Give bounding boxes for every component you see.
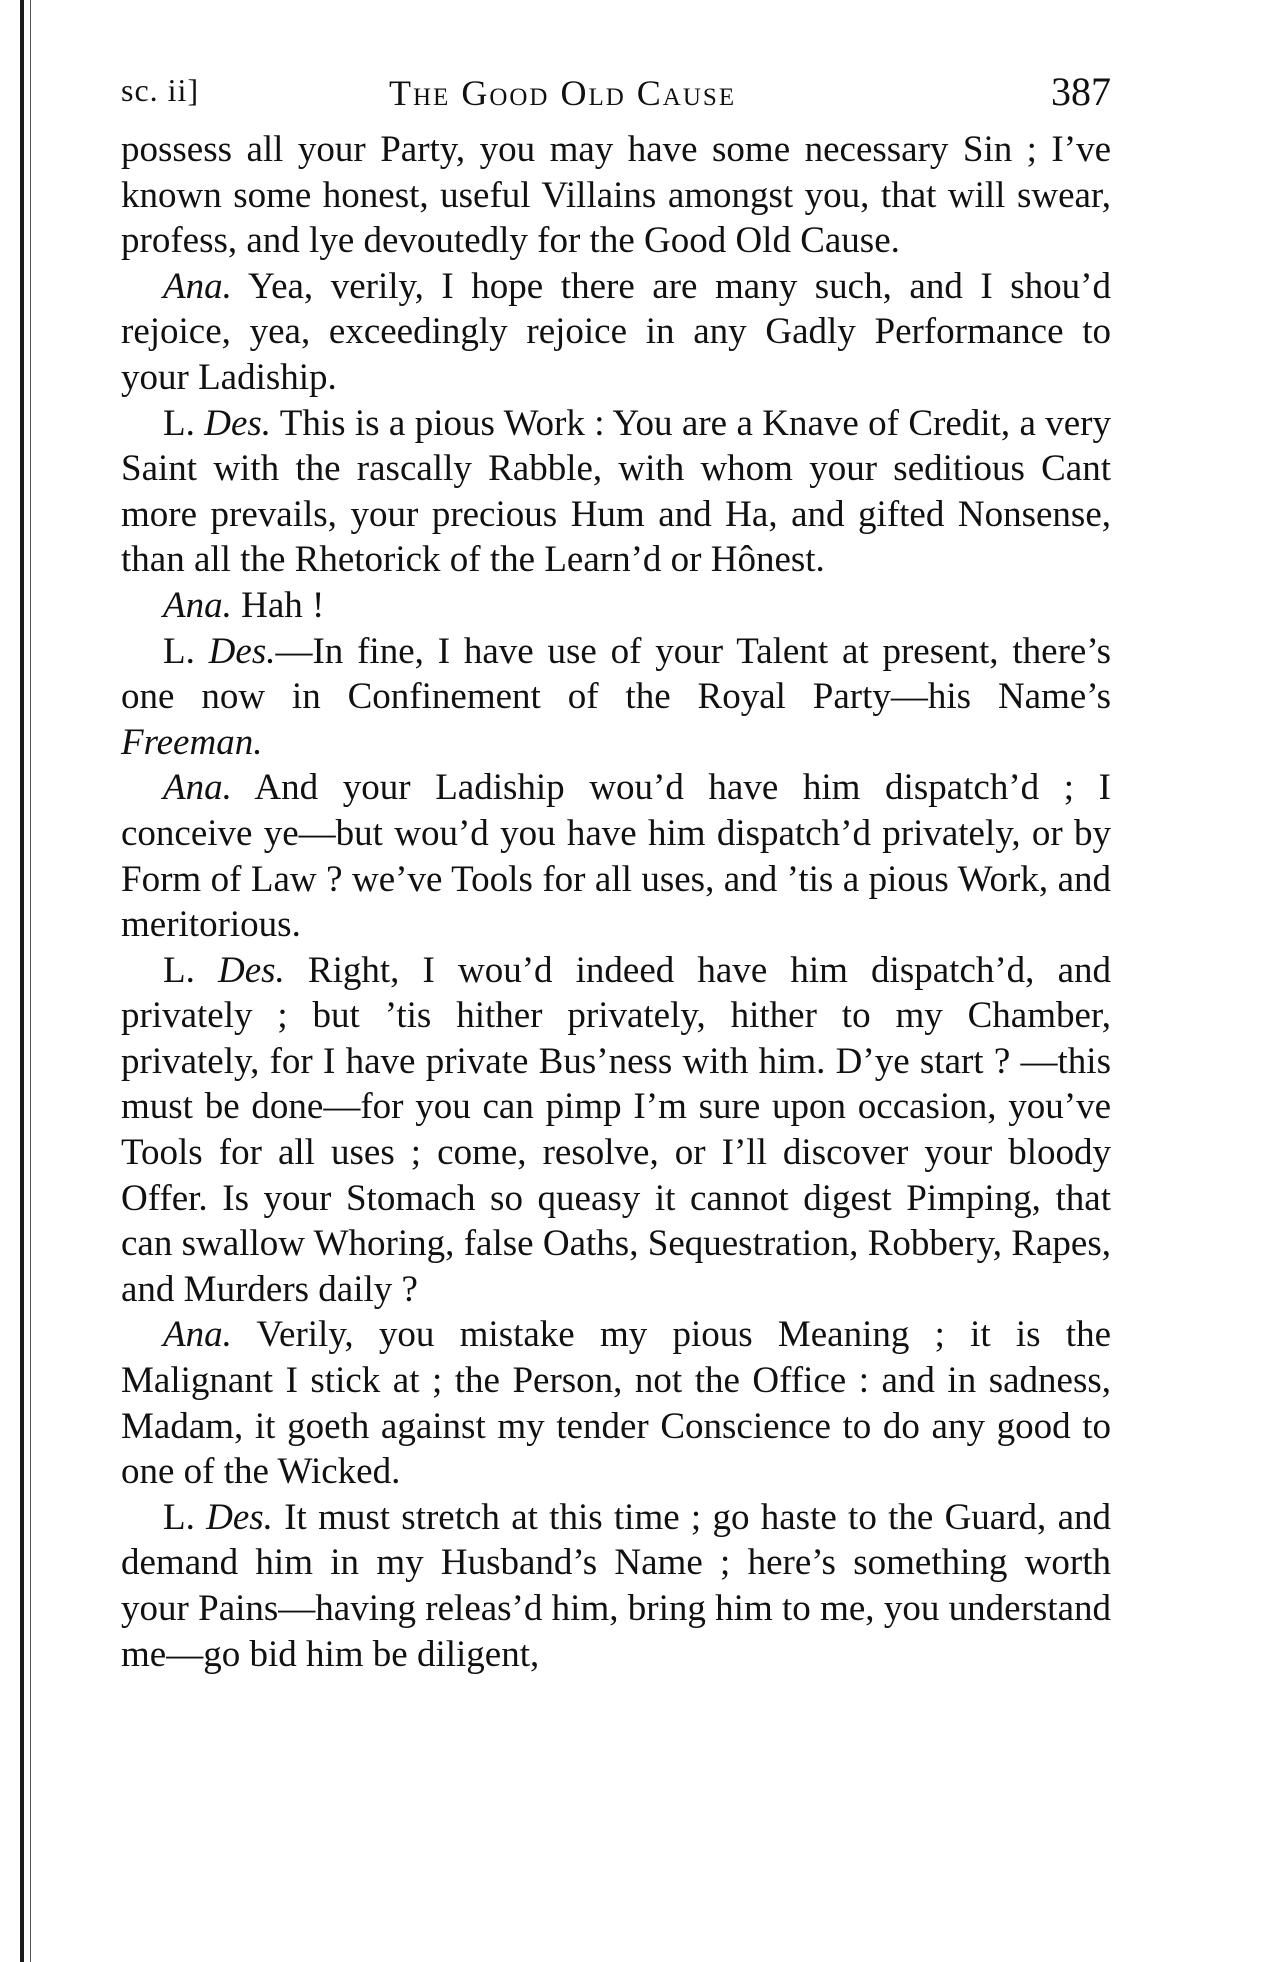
paragraph-text: It must stretch at this time ; go haste to the Guard, and demand him in my Husband’s Name ; here’s something worth your Pains—having releas’d him, bring him to me, you understand me—go bid him be diligent,: [121, 1496, 1111, 1675]
speaker-name: Des.: [206, 1496, 273, 1538]
body-text: [121, 127, 1111, 1677]
paragraph: [121, 127, 1111, 264]
speaker-prefix: L.: [163, 949, 218, 991]
paragraph: [121, 264, 1111, 401]
paragraph-text: —In fine, I have use of your Talent at present, there’s one now in Confinement of the Royal Party—his Name’s: [121, 630, 1111, 718]
paragraph-text: And your Ladiship wou’d have him dispatch’d ; I conceive ye—but wou’d you have him dispatch’d privately, or by Form of Law ? we’ve Tools for all uses, and ’tis a pious Work, and meritorious.: [121, 767, 1111, 946]
paragraph-text: This is a pious Work : You are a Knave of Credit, a very Saint with the rascally Rabble, with whom your seditious Cant more prevails, your precious Hum and Ha, and gifted Nonsense, than all the Rhetorick of the Learn’d or Hônest.: [121, 402, 1111, 581]
page-binding-shadow: [30, 0, 31, 1962]
speaker-name: Des.: [204, 402, 272, 444]
speaker-prefix: L.: [163, 630, 209, 672]
page-header: [121, 69, 1111, 122]
paragraph-text: Verily, you mistake my pious Meaning ; it is the Malignant I stick at ; the Person, not the Office : and in sadness, Madam, it goeth against my tender Conscience to do any good to one of the Wicked.: [121, 1314, 1111, 1493]
speaker-name: Des.: [208, 630, 276, 672]
paragraph: [121, 765, 1111, 947]
paragraph-text: possess all your Party, you may have some necessary Sin ; I’ve known some honest, useful Villains amongst you, that will swear, profess, and lye devoutedly for the Good Old Cause.: [121, 129, 1111, 262]
page-binding-edge: [20, 0, 24, 1962]
running-title: The Good Old Cause: [389, 73, 737, 113]
emphasized-name: Freeman.: [121, 721, 263, 763]
speaker-name: Ana.: [163, 584, 232, 626]
speaker-name: Ana.: [163, 265, 232, 307]
paragraph-text: Yea, verily, I hope there are many such, and I shou’d rejoice, yea, exceedingly rejoice in any Gadly Performance to your Ladiship.: [121, 265, 1111, 398]
paragraph: [121, 629, 1111, 766]
paragraph: [121, 1312, 1111, 1494]
speaker-prefix: L.: [163, 1496, 207, 1538]
paragraph: [121, 583, 1111, 629]
speaker-name: Ana.: [163, 767, 232, 809]
speaker-name: Des.: [217, 949, 285, 991]
paragraph-text: Hah !: [231, 584, 325, 626]
paragraph: [121, 401, 1111, 583]
paragraph: [121, 1495, 1111, 1677]
paragraph: [121, 948, 1111, 1313]
speaker-name: Ana.: [163, 1314, 232, 1356]
paragraph-text: Right, I wou’d indeed have him dispatch’d, and privately ; but ’tis hither privately, hither to my Chamber, privately, for I have private Bus’ness with him. D’ye start ? —this must be done—for you can pimp I’m sure upon occasion, you’ve Tools for all uses ; come, resolve, or I’ll discover your bloody Offer. Is your Stomach so queasy it cannot digest Pimping, that can swallow Whoring, false Oaths, Sequestration, Robbery, Rapes, and Murders daily ?: [121, 949, 1111, 1310]
page-number: 387: [1051, 69, 1111, 114]
speaker-prefix: L.: [163, 402, 205, 444]
running-head: sc. ii]: [121, 72, 200, 108]
